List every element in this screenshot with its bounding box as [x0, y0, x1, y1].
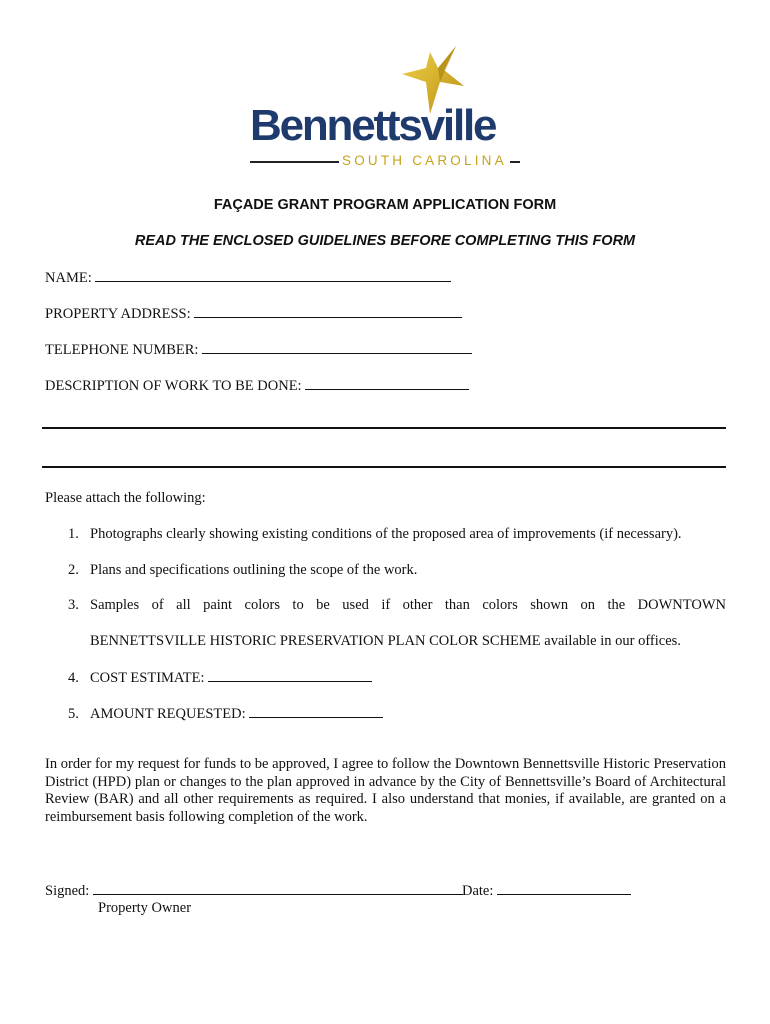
property-address-field — [45, 304, 462, 323]
date-field — [462, 881, 631, 900]
list-item — [68, 704, 383, 723]
item-text: Samples of all paint colors to be used if other than colors shown on the DOWNTOWN — [90, 597, 726, 613]
description-field — [45, 376, 469, 395]
name-label: NAME: — [45, 270, 92, 286]
description-line-2[interactable] — [42, 466, 726, 468]
description-line-1[interactable] — [42, 427, 726, 429]
amount-requested-label: AMOUNT REQUESTED: — [90, 706, 246, 722]
list-item — [68, 562, 417, 579]
item-number: 1. — [68, 526, 79, 542]
cost-estimate-label: COST ESTIMATE: — [90, 670, 205, 686]
item-text: Plans and specifications outlining the scope of the work. — [90, 562, 418, 578]
list-item — [68, 526, 682, 543]
description-input-line[interactable] — [305, 376, 469, 390]
item-text: Photographs clearly showing existing conditions of the proposed area of improvements (if necessary). — [90, 526, 682, 542]
item-number: 5. — [68, 706, 79, 722]
logo-wordmark: Bennettsville — [250, 101, 496, 150]
item-number: 2. — [68, 562, 79, 578]
item-number: 3. — [68, 597, 79, 613]
list-item — [68, 668, 372, 687]
attach-intro: Please attach the following: — [45, 490, 206, 506]
date-label: Date: — [462, 883, 494, 899]
description-label: DESCRIPTION OF WORK TO BE DONE: — [45, 378, 302, 394]
property-address-label: PROPERTY ADDRESS: — [45, 306, 191, 322]
name-field — [45, 268, 451, 287]
property-address-input-line[interactable] — [194, 304, 462, 318]
logo-state: SOUTH CAROLINA — [339, 154, 510, 168]
telephone-field — [45, 340, 472, 359]
agreement-paragraph: In order for my request for funds to be approved, I agree to follow the Downtown Bennettsville Historic Preservation District (HPD) plan or changes to the plan approved in advance by the City of Bennettsville’s Board of Architectural Review (BAR) and all other requirements as required. I also understand that monies, if available, are granted on a reimbursement basis following completion of the work. — [45, 756, 726, 825]
telephone-input-line[interactable] — [202, 340, 472, 354]
signature-field — [45, 881, 463, 900]
date-input-line[interactable] — [497, 881, 631, 895]
name-input-line[interactable] — [95, 268, 451, 282]
signed-label: Signed: — [45, 883, 90, 899]
item-number: 4. — [68, 670, 79, 686]
cost-estimate-input-line[interactable] — [208, 668, 372, 682]
property-owner-caption: Property Owner — [98, 900, 192, 916]
signature-input-line[interactable] — [93, 881, 463, 895]
amount-requested-input-line[interactable] — [249, 704, 383, 718]
form-subtitle: READ THE ENCLOSED GUIDELINES BEFORE COMPLETING THIS FORM — [134, 233, 636, 249]
form-title: FAÇADE GRANT PROGRAM APPLICATION FORM — [213, 197, 557, 213]
telephone-label: TELEPHONE NUMBER: — [45, 342, 199, 358]
item-text-continued: BENNETTSVILLE HISTORIC PRESERVATION PLAN COLOR SCHEME available in our offices. — [90, 633, 681, 649]
list-item-number — [68, 597, 90, 614]
